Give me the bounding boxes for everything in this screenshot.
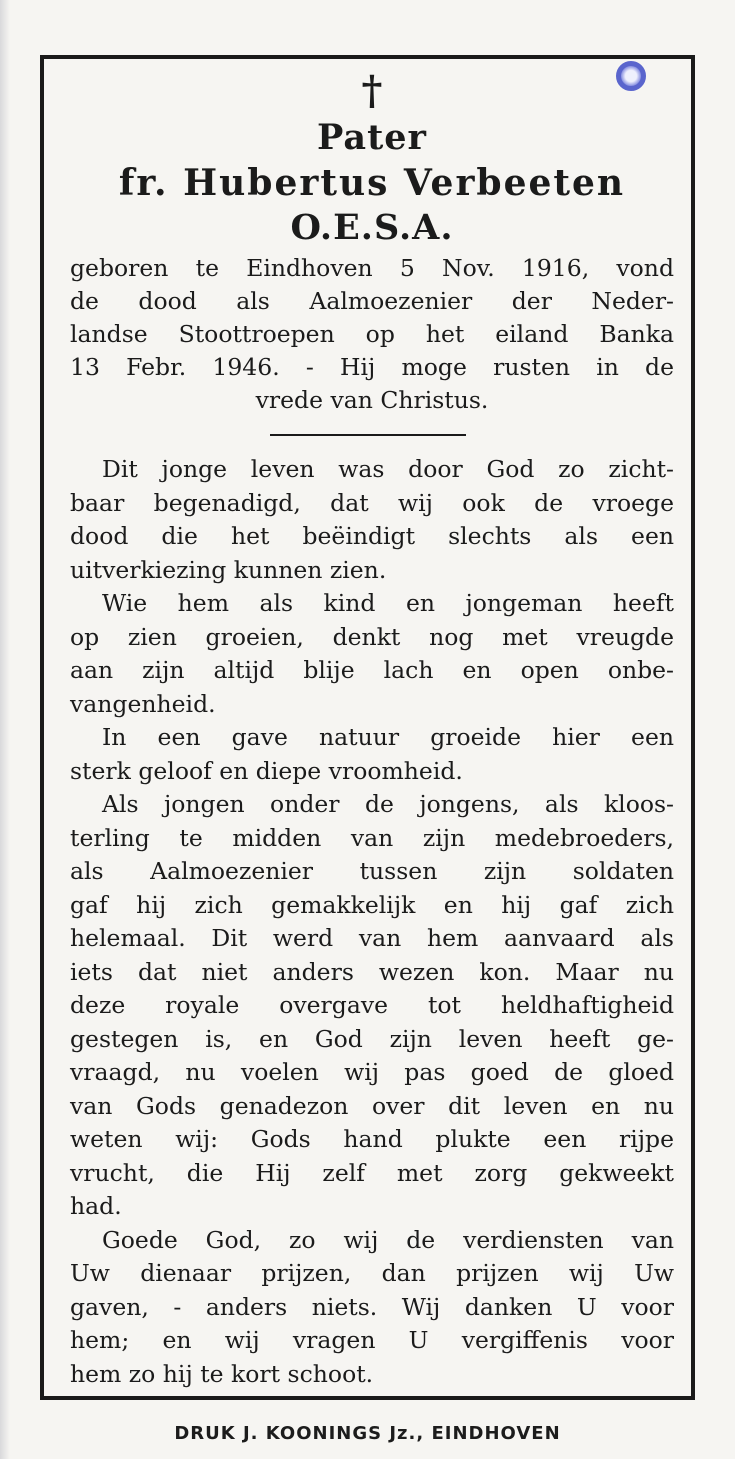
text-line: vraagd, nu voelen wij pas goed de gloed xyxy=(70,1058,674,1086)
text-line: hem; en wij vragen U vergiffenis voor xyxy=(70,1326,674,1354)
text-line: weten wij: Gods hand plukte een rijpe xyxy=(70,1125,674,1153)
title-order: O.E.S.A. xyxy=(290,207,454,248)
text-line: aan zijn altijd blije lach en open onbe- xyxy=(70,656,674,684)
text-line: van Gods genadezon over dit leven en nu xyxy=(70,1091,674,1120)
text-line: gaven, - anders niets. Wij danken U voor xyxy=(70,1292,674,1321)
text-line: gestegen is, en God zijn leven heeft ge- xyxy=(70,1024,674,1053)
divider-rule xyxy=(270,434,466,436)
text-line: helemaal. Dit werd van hem aanvaard als xyxy=(70,924,674,952)
text-line: In een gave natuur groeide hier een xyxy=(102,723,674,751)
intro-line: landse Stoottroepen op het eiland Banka xyxy=(70,320,674,348)
biography-intro xyxy=(70,252,674,417)
text-line: Dit jonge leven was door God zo zicht- xyxy=(102,455,674,483)
intro-line: geboren te Eindhoven 5 Nov. 1916, vond xyxy=(70,254,674,282)
text-line: baar begenadigd, dat wij ook de vroege xyxy=(70,488,674,517)
text-line: Uw dienaar prijzen, dan prijzen wij Uw xyxy=(70,1259,674,1287)
memorial-text xyxy=(70,453,674,1391)
intro-line: 13 Febr. 1946. - Hij moge rusten in de xyxy=(70,353,674,381)
text-line: als Aalmoezenier tussen zijn soldaten xyxy=(70,857,674,885)
text-line: sterk geloof en diepe vroomheid. xyxy=(70,756,463,785)
cross-icon: † xyxy=(361,67,383,114)
text-line: had. xyxy=(70,1192,122,1220)
text-line: Goede God, zo wij de verdiensten van xyxy=(102,1225,674,1254)
intro-line: vrede van Christus. xyxy=(255,386,489,414)
text-line: Als jongen onder de jongens, als kloos- xyxy=(102,790,674,818)
card-content xyxy=(70,59,674,1396)
blue-stamp-mark xyxy=(616,61,646,91)
text-line: Wie hem als kind en jongeman heeft xyxy=(102,589,674,617)
title-name: fr. Hubertus Verbeeten xyxy=(118,162,626,204)
text-line: iets dat niet anders wezen kon. Maar nu xyxy=(70,957,674,986)
text-line: dood die het beëindigt slechts als een xyxy=(70,522,674,550)
text-line: hem zo hij te kort schoot. xyxy=(70,1359,374,1388)
title-rank: Pater xyxy=(317,117,427,158)
text-line: vrucht, die Hij zelf met zorg gekweekt xyxy=(70,1158,674,1187)
text-line: vangenheid. xyxy=(70,689,216,718)
printer-imprint: DRUK J. KOONINGS Jz., EINDHOVEN xyxy=(174,1423,561,1444)
text-line: deze royale overgave tot heldhaftigheid xyxy=(70,991,674,1019)
card-border-frame xyxy=(40,55,695,1400)
text-line: gaf hij zich gemakkelijk en hij gaf zich xyxy=(70,890,674,919)
text-line: op zien groeien, denkt nog met vreugde xyxy=(70,622,674,651)
text-line: uitverkiezing kunnen zien. xyxy=(70,555,387,584)
text-line: terling te midden van zijn medebroeders, xyxy=(70,823,674,852)
intro-line: de dood als Aalmoezenier der Neder- xyxy=(70,287,674,315)
scan-edge-shadow xyxy=(0,0,10,1459)
